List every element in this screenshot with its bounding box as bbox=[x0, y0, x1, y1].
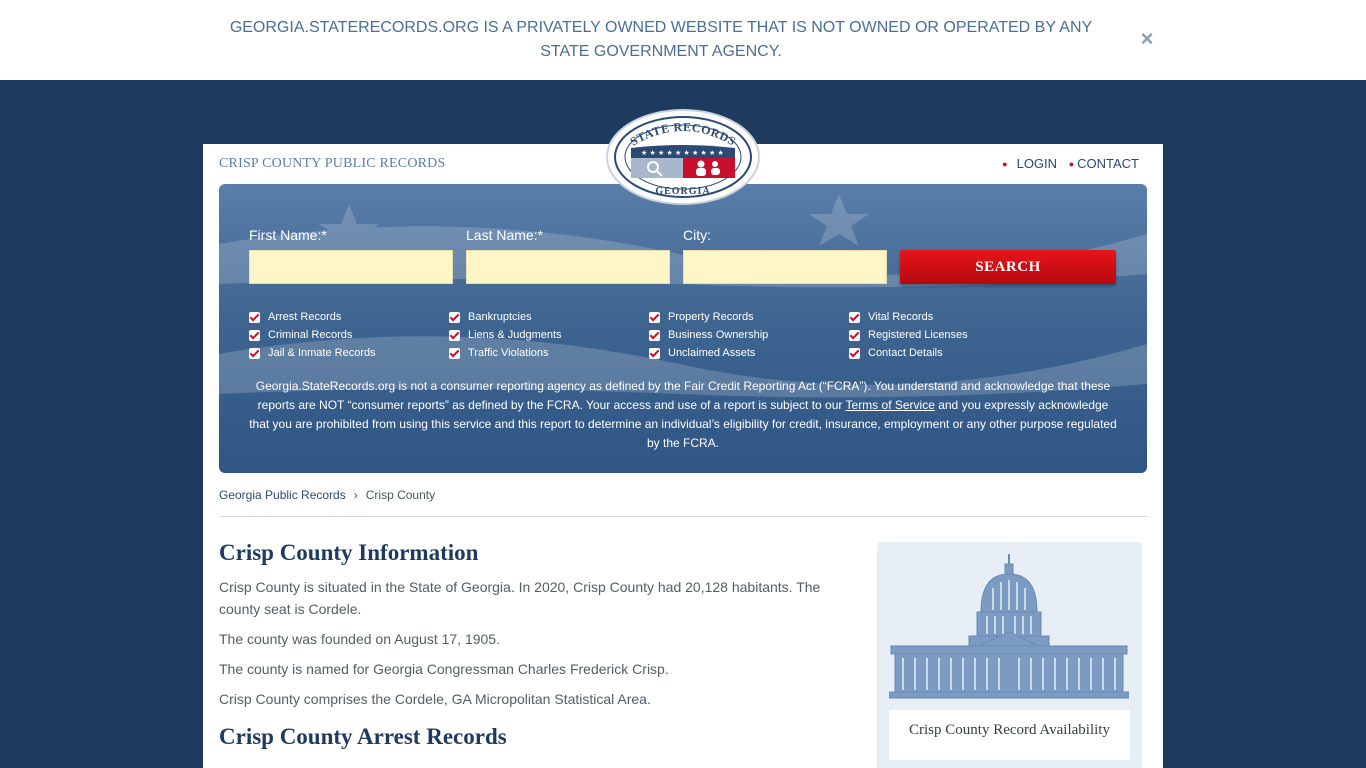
bullet-icon: ● bbox=[1002, 159, 1008, 169]
checkbox-label: Arrest Records bbox=[268, 311, 342, 323]
record-availability-card[interactable] bbox=[889, 710, 1130, 760]
breadcrumb-georgia-link[interactable]: Georgia Public Records bbox=[219, 488, 346, 502]
checkbox-label: Criminal Records bbox=[268, 329, 353, 341]
checkbox-criminal-records[interactable] bbox=[249, 329, 352, 341]
top-nav bbox=[1002, 156, 1139, 171]
city-input[interactable] bbox=[683, 250, 887, 284]
breadcrumb-current: Crisp County bbox=[365, 488, 436, 502]
checkbox-checked-icon bbox=[249, 312, 260, 323]
close-icon[interactable]: × bbox=[1140, 26, 1154, 51]
checkbox-label: Vital Records bbox=[868, 311, 934, 323]
logo-bottom-text: GEORGIA bbox=[655, 186, 711, 197]
checkbox-checked-icon bbox=[849, 348, 860, 359]
record-availability-box bbox=[877, 542, 1142, 768]
checkbox-checked-icon bbox=[449, 348, 460, 359]
checkbox-checked-icon bbox=[249, 330, 260, 341]
checkbox-vital-records[interactable] bbox=[849, 311, 933, 323]
checkbox-checked-icon bbox=[449, 312, 460, 323]
first-name-input[interactable] bbox=[249, 250, 453, 284]
city-label: City: bbox=[683, 227, 711, 243]
checkbox-checked-icon bbox=[649, 348, 660, 359]
arrest-records-heading: Crisp County Arrest Records bbox=[219, 724, 507, 749]
checkbox-label: Jail & Inmate Records bbox=[268, 347, 376, 359]
checkbox-label: Property Records bbox=[668, 311, 754, 323]
main-card bbox=[203, 144, 1163, 768]
checkbox-bankruptcies[interactable] bbox=[449, 311, 532, 323]
capitol-building-icon bbox=[889, 552, 1129, 700]
record-availability-title: Crisp County Record Availability bbox=[909, 722, 1110, 738]
disclaimer-text: Georgia.StateRecords.org is not a consumer reporting agency as defined by the Fair Credit Reporting Act (“FCRA”). You understand and acknowledge that these reports are NOT “consumer reports” as defined by the FCRA. Your access and use of a report is subject to our bbox=[255, 379, 1111, 412]
last-name-label: Last Name:* bbox=[466, 227, 544, 243]
contact-link[interactable]: CONTACT bbox=[1077, 156, 1139, 171]
info-paragraph: Crisp County is situated in the State of Georgia. In 2020, Crisp County had 20,128 habitants. The county seat is Cordele. bbox=[219, 579, 821, 617]
county-info-heading: Crisp County Information bbox=[219, 540, 479, 565]
chevron-right-icon: › bbox=[353, 488, 358, 502]
checkbox-checked-icon bbox=[249, 348, 260, 359]
checkbox-label: Registered Licenses bbox=[868, 329, 968, 341]
checkbox-label: Business Ownership bbox=[668, 329, 769, 341]
checkbox-arrest-records[interactable] bbox=[249, 311, 341, 323]
logo-top-text: STATE RECORDS bbox=[627, 119, 739, 149]
checkbox-liens-judgments[interactable] bbox=[449, 329, 562, 341]
first-name-label: First Name:* bbox=[249, 227, 327, 243]
search-panel bbox=[219, 184, 1147, 473]
checkbox-unclaimed-assets[interactable] bbox=[649, 347, 755, 359]
checkbox-checked-icon bbox=[849, 312, 860, 323]
login-link[interactable]: LOGIN bbox=[1016, 156, 1058, 171]
checkbox-label: Bankruptcies bbox=[468, 311, 532, 323]
terms-of-service-link[interactable]: Terms of Service bbox=[845, 398, 935, 412]
checkbox-label: Liens & Judgments bbox=[468, 329, 562, 341]
privacy-notice-banner bbox=[0, 0, 1366, 80]
checkbox-label: Contact Details bbox=[868, 347, 943, 359]
bullet-icon: ● bbox=[1068, 159, 1075, 169]
info-paragraph: The county is named for Georgia Congressman Charles Frederick Crisp. bbox=[219, 661, 669, 677]
breadcrumb bbox=[219, 488, 435, 502]
checkbox-checked-icon bbox=[449, 330, 460, 341]
page-brand-title: CRISP COUNTY PUBLIC RECORDS bbox=[219, 156, 446, 171]
checkbox-checked-icon bbox=[649, 330, 660, 341]
disclaimer-text: and you expressly acknowledge that you are prohibited from using this service and this report to determine an individual’s eligibility for credit, insurance, employment or any other purpose regulated by the FCRA. bbox=[249, 398, 1117, 450]
search-button[interactable]: SEARCH bbox=[900, 250, 1116, 284]
fcra-disclaimer bbox=[247, 377, 1119, 453]
info-paragraph: The county was founded on August 17, 1905. bbox=[219, 631, 500, 647]
checkbox-contact-details[interactable] bbox=[849, 347, 943, 359]
checkbox-registered-licenses[interactable] bbox=[849, 329, 968, 341]
checkbox-checked-icon bbox=[649, 312, 660, 323]
info-paragraph: Crisp County comprises the Cordele, GA Micropolitan Statistical Area. bbox=[219, 691, 651, 707]
last-name-input[interactable] bbox=[466, 250, 670, 284]
divider bbox=[219, 516, 1147, 517]
checkbox-jail-inmate-records[interactable] bbox=[249, 347, 376, 359]
state-records-georgia-logo[interactable] bbox=[605, 108, 761, 206]
checkbox-label: Unclaimed Assets bbox=[668, 347, 756, 359]
checkbox-business-ownership[interactable] bbox=[649, 329, 768, 341]
checkbox-property-records[interactable] bbox=[649, 311, 754, 323]
svg-text:★ ★ ★ ★ ★ ★ ★ ★ ★ ★: ★ ★ ★ ★ ★ ★ ★ ★ ★ ★ bbox=[641, 149, 724, 157]
checkbox-checked-icon bbox=[849, 330, 860, 341]
checkbox-label: Traffic Violations bbox=[468, 347, 549, 359]
notice-text: GEORGIA.STATERECORDS.ORG IS A PRIVATELY OWNED WEBSITE THAT IS NOT OWNED OR OPERATED BY ANY STATE GOVERNMENT AGENCY. bbox=[229, 19, 1093, 60]
checkbox-traffic-violations[interactable] bbox=[449, 347, 549, 359]
